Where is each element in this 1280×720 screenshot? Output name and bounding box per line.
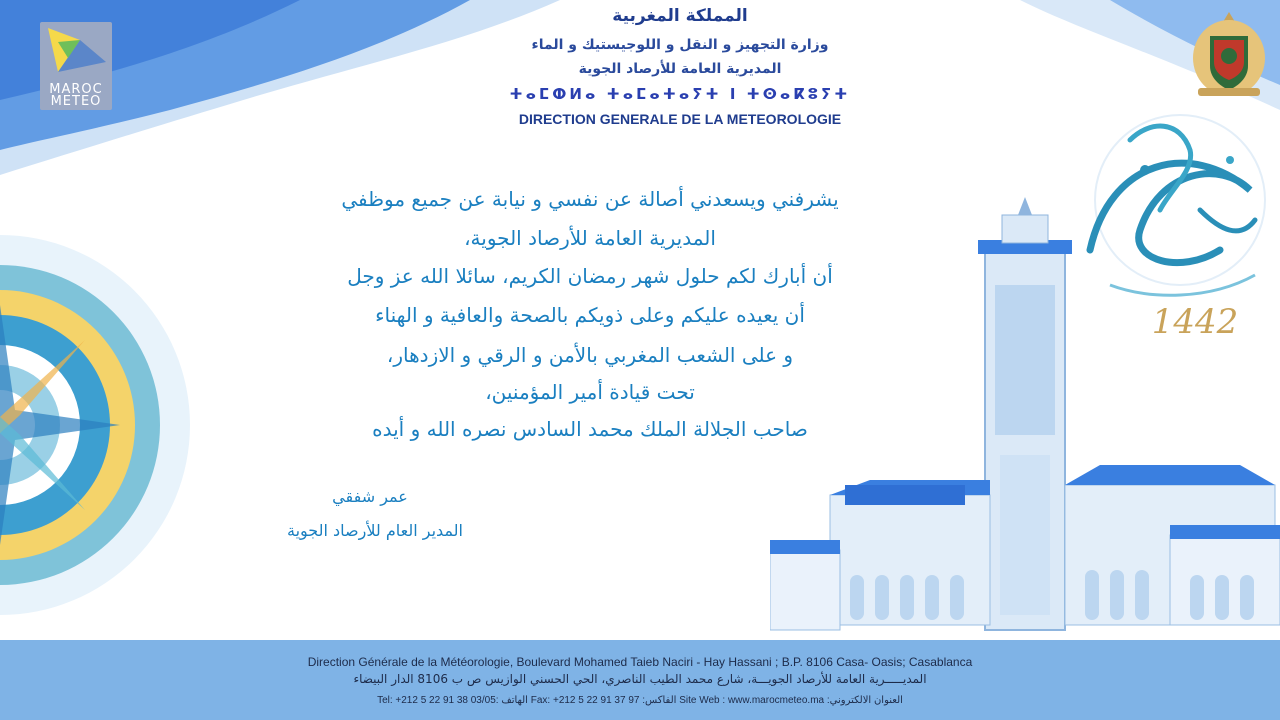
- logo-graphic: [40, 22, 112, 82]
- hijri-year: 1442: [1151, 302, 1239, 342]
- message-line-6: تحت قيادة أمير المؤمنين،: [485, 380, 695, 404]
- message-line-1: يشرفني ويسعدني أصالة عن نفسي و نيابة عن جميع موظفي: [341, 187, 839, 211]
- directorate-title-french: DIRECTION GENERALE DE LA METEOROLOGIE: [518, 111, 842, 127]
- footer-address-french: Direction Générale de la Météorologie, Boulevard Mohamed Taieb Naciri - Hay Hassani ; B.P. 8106 Casa- Oasis; Casablanca: [307, 655, 973, 669]
- royal-coat-of-arms-icon: [1188, 8, 1270, 103]
- directorate-title-tifinagh: ⵜⴰⵎⵀⵍⴰ ⵜⴰⵎⴰⵜⴰⵢⵜ ⵏ ⵜⵙⴰⴽⵓⵢⵜ: [509, 85, 851, 103]
- geometric-mosaic-decoration: [0, 205, 190, 645]
- logo-text: MAROC METEO: [49, 82, 103, 109]
- ministry-title: وزارة التجهيز و النقل و اللوجيستيك و الماء: [531, 37, 829, 53]
- kingdom-title: المملكة المغربية: [612, 6, 748, 26]
- message-line-2: المديرية العامة للأرصاد الجوية،: [464, 226, 716, 250]
- signatory-name: عمر شفقي: [332, 487, 408, 506]
- message-line-5: و على الشعب المغربي بالأمن و الرقي و الازدهار،: [386, 343, 794, 367]
- directorate-title-arabic: المديرية العامة للأرصاد الجوية: [578, 61, 782, 77]
- signatory-title: المدير العام للأرصاد الجوية: [286, 521, 463, 540]
- footer-contact: Tel: +212 5 22 91 38 03/05: الهاتف Fax: +212 5 22 91 37 97 :الفاكس Site Web : www.marocmeteo.ma :العنوان الالكتروني: [377, 695, 903, 706]
- footer-address-arabic: المديـــــرية العامة للأرصاد الجويـــة، شارع محمد الطيب الناصري، الحي الحسني الوازيس ص ب 8106 الدار البيضاء: [353, 672, 927, 686]
- hassan-ii-mosque-illustration-icon: [770, 195, 1280, 645]
- message-line-4: أن يعيده عليكم وعلى ذويكم بالصحة والعافية و الهناء: [375, 303, 805, 327]
- message-line-7: صاحب الجلالة الملك محمد السادس نصره الله و أيده: [372, 417, 808, 441]
- message-line-3: أن أبارك لكم حلول شهر رمضان الكريم، سائلا الله عز وجل: [347, 264, 833, 288]
